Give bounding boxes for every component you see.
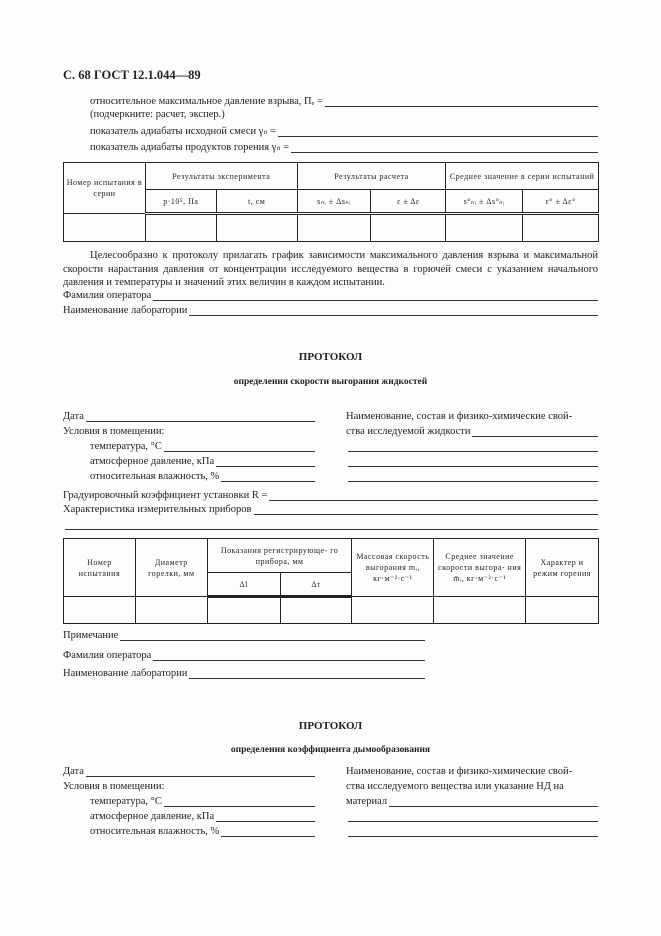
protocol2-title: ПРОТОКОЛ: [298, 720, 363, 732]
col-number: Номер испытания: [64, 539, 136, 597]
field-lab: [63, 305, 598, 316]
blank-line: [164, 796, 315, 807]
blank-line: [86, 411, 315, 422]
blank-line: [221, 826, 315, 837]
blank-line: [348, 811, 598, 822]
blank-line: [348, 471, 598, 482]
p1-note: [63, 630, 425, 641]
field-label: Фамилия оператора: [63, 650, 152, 661]
p2-temperature: [90, 796, 315, 807]
col-diameter: Диаметр горелки, мм: [135, 539, 207, 597]
field-label: показатель адиабаты продуктов горения γₙ =: [90, 142, 290, 153]
burnout-table: [63, 538, 599, 624]
col-s-avg: s°ₙᵢ ± Δs°ₙᵢ: [446, 190, 523, 214]
blank-line: [189, 305, 598, 316]
field-relative-pressure: [90, 96, 598, 107]
field-label: Градуировочный коэффициент установки R =: [63, 490, 268, 501]
blank-line: [269, 490, 598, 501]
field-label: Наименование лаборатории: [63, 668, 188, 679]
col-mode: Характер и режим горения: [526, 539, 599, 597]
col-s: sₙᵢ ± Δsₙᵢ: [297, 190, 371, 214]
p1-substance: [346, 426, 598, 437]
p1-humidity: [90, 471, 315, 482]
field-label: относительная влажность, %: [90, 826, 220, 837]
results-table: [63, 162, 599, 242]
field-label: относительное максимальное давление взрыва, Πₑ =: [90, 96, 323, 107]
blank-line: [86, 766, 315, 777]
blank-line: [472, 426, 598, 437]
table-row: [64, 597, 599, 624]
group-calculation: Результаты расчета: [297, 163, 446, 190]
field-label: материал: [346, 796, 388, 807]
p1-date: [63, 411, 315, 422]
col-eps-avg: ε° ± Δε°: [523, 190, 599, 214]
p2-date: [63, 766, 315, 777]
p1-temperature: [90, 441, 315, 452]
field-label: Наименование лаборатории: [63, 305, 188, 316]
field-label: температура, °С: [90, 441, 162, 452]
instruction-paragraph: Целесообразно к протоколу прилагать график зависимости максимального давления взрыва и максимальной скорости нарастания давления от концентрации исследуемого вещества в горючей смеси с указанием начального давления и температуры и значений этих величин в каждом испытании.: [63, 250, 598, 288]
col-avg-rate: Среднее значение скорости выгора- ния m̄ᵢ, кг·м⁻²·с⁻¹: [434, 539, 526, 597]
blank-line: [325, 96, 598, 107]
field-label: Фамилия оператора: [63, 290, 152, 301]
protocol2-subtitle: определения коэффициента дымообразования: [230, 745, 431, 755]
p2-substance-label: Наименование, состав и физико-химические свой-: [346, 766, 573, 777]
p1-lab: [63, 668, 425, 679]
col-eps: ε ± Δε: [371, 190, 446, 214]
blank-line: [348, 456, 598, 467]
field-label: показатель адиабаты исходной смеси γₙ =: [90, 126, 277, 137]
field-gamma-products: [90, 141, 598, 153]
field-label: Дата: [63, 411, 84, 422]
col-dtau: Δτ: [280, 573, 352, 597]
blank-line: [278, 126, 598, 137]
field-gamma-initial: [90, 125, 598, 137]
blank-line: [348, 441, 598, 452]
p2-humidity: [90, 826, 315, 837]
p2-conditions: Условия в помещении:: [63, 781, 165, 792]
blank-line: [291, 142, 598, 153]
blank-line: [216, 456, 315, 467]
p2-material: [346, 796, 598, 807]
p1-instruments: [63, 504, 598, 515]
field-label: относительная влажность, %: [90, 471, 220, 482]
col-pressure: p·10⁵, Па: [145, 190, 216, 214]
group-average: Среднее значение в серии испытаний: [446, 163, 599, 190]
blank-line: [189, 668, 425, 679]
col-mass-rate: Массовая скорость выгорания mᵢ, кг·м⁻²·с⁻¹: [352, 539, 434, 597]
p1-calibration: [63, 490, 598, 501]
protocol1-subtitle: определения скорости выгорания жидкостей: [233, 377, 428, 387]
blank-line: [348, 826, 598, 837]
field-label: атмосферное давление, кПа: [90, 456, 215, 467]
blank-line: [216, 811, 315, 822]
field-label: температура, °С: [90, 796, 162, 807]
p1-operator: [63, 650, 425, 661]
col-number: Номер испытания в серии: [64, 163, 146, 214]
blank-line: [120, 630, 425, 641]
field-label: Примечание: [63, 630, 119, 641]
blank-line: [221, 471, 315, 482]
p1-pressure: [90, 456, 315, 467]
blank-line: [65, 519, 598, 530]
p2-substance-label-2: ства исследуемого вещества или указание НД на: [346, 781, 564, 792]
p2-pressure: [90, 811, 315, 822]
col-dl: Δl: [207, 573, 280, 597]
blank-line: [389, 796, 598, 807]
blank-line: [153, 290, 598, 301]
protocol1-title: ПРОТОКОЛ: [298, 351, 363, 363]
field-label: Дата: [63, 766, 84, 777]
note-underline: (подчеркните: расчет, экспер.): [90, 109, 225, 120]
blank-line: [153, 650, 425, 661]
blank-line: [164, 441, 315, 452]
col-time: t, см: [216, 190, 297, 214]
field-operator: [63, 290, 598, 301]
p1-substance-label: Наименование, состав и физико-химические свой-: [346, 411, 573, 422]
page-header: С. 68 ГОСТ 12.1.044—89: [63, 68, 201, 82]
blank-line: [254, 504, 599, 515]
col-readings: Показания регистрирующе- го прибора, мм: [207, 539, 352, 573]
table-row: [64, 214, 599, 242]
field-label: ства исследуемой жидкости: [346, 426, 471, 437]
field-label: Характеристика измерительных приборов: [63, 504, 252, 515]
group-experiment: Результаты эксперимента: [145, 163, 297, 190]
field-label: атмосферное давление, кПа: [90, 811, 215, 822]
p1-conditions: Условия в помещении:: [63, 426, 165, 437]
